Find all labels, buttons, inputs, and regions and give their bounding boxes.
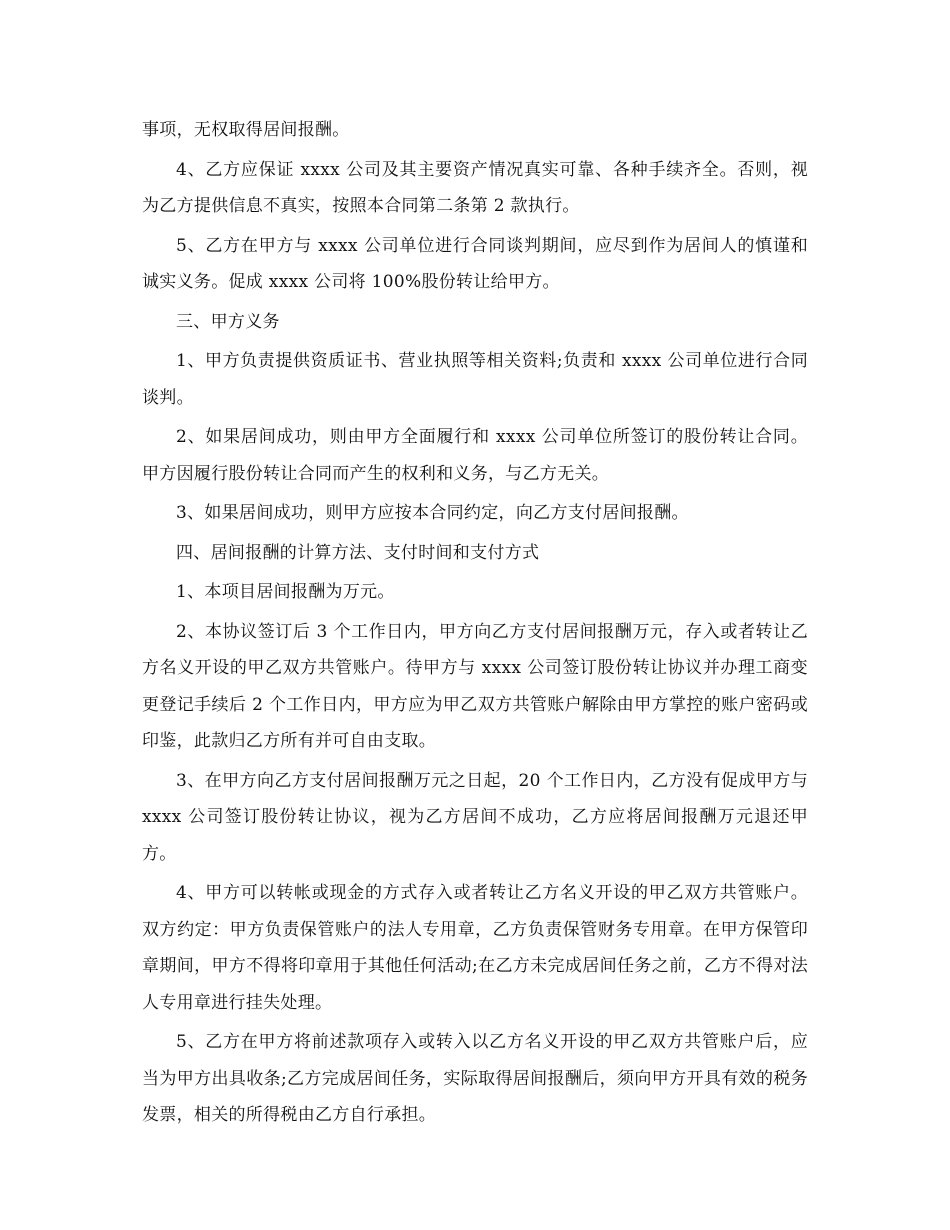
paragraph-clause-3-1: 1、甲方负责提供资质证书、营业执照等相关资料;负责和 xxxx 公司单位进行合同谈判。: [142, 351, 808, 408]
paragraph-continuation: 事项，无权取得居间报酬。: [142, 120, 350, 140]
paragraph-clause-4-1: 1、本项目居间报酬为万元。: [176, 582, 395, 602]
paragraph-clause-3-3: 3、如果居间成功，则甲方应按本合同约定，向乙方支付居间报酬。: [176, 503, 689, 523]
paragraph-clause-2-4: 4、乙方应保证 xxxx 公司及其主要资产情况真实可靠、各种手续齐全。否则，视为乙方提供信息不真实，按照本合同第二条第 2 款执行。: [142, 159, 808, 216]
section-heading-party-a-obligations: 三、甲方义务: [176, 311, 280, 332]
paragraph-clause-4-2: 2、本协议签订后 3 个工作日内，甲方向乙方支付居间报酬万元，存入或者转让乙方名义开设的甲乙双方共管账户。待甲方与 xxxx 公司签订股份转让协议并办理工商变更登记手续后 2 个工作日内，甲方应为甲乙双方共管账户解除由甲方掌控的账户密码或印鉴，此款归乙方所有并可自由支取。: [142, 621, 808, 751]
paragraph-clause-4-3: 3、在甲方向乙方支付居间报酬万元之日起，20 个工作日内，乙方没有促成甲方与 xxxx 公司签订股份转让协议，视为乙方居间不成功，乙方应将居间报酬万元退还甲方。: [142, 770, 808, 864]
paragraph-clause-2-5: 5、乙方在甲方与 xxxx 公司单位进行合同谈判期间，应尽到作为居间人的慎谨和诚实义务。促成 xxxx 公司将 100%股份转让给甲方。: [142, 235, 808, 292]
paragraph-clause-4-4: 4、甲方可以转帐或现金的方式存入或者转让乙方名义开设的甲乙双方共管账户。双方约定：甲方负责保管账户的法人专用章，乙方负责保管财务专用章。在甲方保管印章期间，甲方不得将印章用于其他任何活动;在乙方未完成居间任务之前，乙方不得对法人专用章进行挂失处理。: [142, 883, 808, 1013]
section-heading-remuneration: 四、居间报酬的计算方法、支付时间和支付方式: [176, 542, 540, 563]
paragraph-clause-3-2: 2、如果居间成功，则由甲方全面履行和 xxxx 公司单位所签订的股份转让合同。甲方因履行股份转让合同而产生的权利和义务，与乙方无关。: [142, 427, 808, 484]
paragraph-clause-4-5: 5、乙方在甲方将前述款项存入或转入以乙方名义开设的甲乙双方共管账户后，应当为甲方出具收条;乙方完成居间任务，实际取得居间报酬后，须向甲方开具有效的税务发票，相关的所得税由乙方自行承担。: [142, 1032, 808, 1125]
